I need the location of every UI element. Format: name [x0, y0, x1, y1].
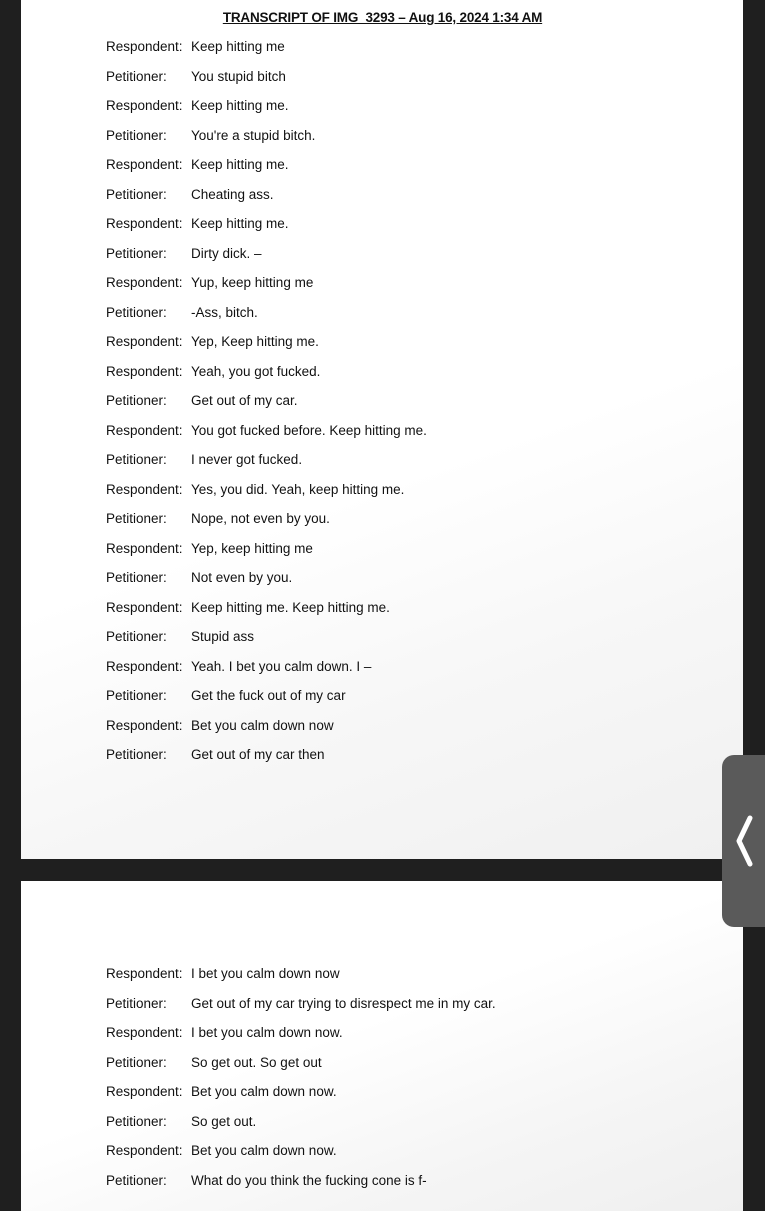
speaker-label: Petitioner:: [106, 1172, 167, 1188]
transcript-line: [106, 686, 346, 706]
speech-text: You stupid bitch: [191, 68, 286, 84]
speaker-label: Petitioner:: [106, 186, 167, 202]
transcript-line: [106, 273, 313, 293]
transcript-line: [106, 303, 258, 323]
transcript-line: [106, 568, 292, 588]
speech-text: Get out of my car then: [191, 747, 325, 762]
speech-text: Yep, keep hitting me: [191, 540, 313, 556]
speaker-label: Petitioner:: [106, 245, 167, 261]
transcript-line: [106, 450, 302, 470]
speech-text: Get the fuck out of my car: [191, 688, 346, 703]
speaker-label: Respondent:: [106, 599, 183, 615]
transcript-line: [106, 244, 262, 264]
speech-text: Yeah, you got fucked.: [191, 363, 321, 379]
speech-text: What do you think the fucking cone is f-: [191, 1172, 427, 1188]
speaker-label: Petitioner:: [106, 995, 167, 1011]
speech-text: Not even by you.: [191, 570, 293, 585]
speech-text: Keep hitting me: [191, 39, 285, 54]
speaker-label: Petitioner:: [106, 127, 167, 143]
speaker-label: Petitioner:: [106, 688, 167, 703]
speech-text: Get out of my car trying to disrespect me in my car.: [191, 995, 496, 1011]
speaker-label: Respondent:: [106, 39, 183, 54]
speech-text: Bet you calm down now.: [191, 1084, 337, 1099]
transcript-line: [106, 1112, 256, 1132]
transcript-line: [106, 539, 313, 559]
transcript-line: [106, 185, 274, 205]
transcript-page-2: [21, 881, 743, 1211]
speech-text: So get out. So get out: [191, 1054, 322, 1070]
speech-text: So get out.: [191, 1113, 257, 1129]
speaker-label: Respondent:: [106, 363, 183, 379]
speaker-label: Petitioner:: [106, 629, 167, 644]
transcript-line: [106, 67, 286, 87]
transcript-line: [106, 509, 330, 529]
transcript-line: [106, 627, 254, 647]
transcript-line: [106, 1141, 337, 1161]
speech-text: Keep hitting me. Keep hitting me.: [191, 599, 390, 615]
speech-text: Get out of my car.: [191, 393, 298, 408]
transcript-line: [106, 362, 320, 382]
transcript-line: [106, 657, 371, 677]
transcript-line: [106, 332, 319, 352]
transcript-line: [106, 1171, 427, 1191]
speech-text: I never got fucked.: [191, 452, 303, 467]
speaker-label: Respondent:: [106, 717, 183, 733]
document-title: TRANSCRIPT OF IMG_3293 – Aug 16, 2024 1:34 AM: [222, 10, 543, 25]
transcript-line: [106, 745, 325, 765]
transcript-line: [106, 214, 289, 234]
speaker-label: Respondent:: [106, 1084, 183, 1099]
transcript-line: [106, 480, 404, 500]
transcript-line: [106, 96, 289, 116]
speaker-label: Respondent:: [106, 216, 183, 231]
transcript-line: [106, 1053, 322, 1073]
speaker-label: Petitioner:: [106, 747, 167, 762]
speaker-label: Petitioner:: [106, 511, 167, 526]
speech-text: You're a stupid bitch.: [191, 127, 316, 143]
transcript-line: [106, 994, 496, 1014]
speech-text: Yes, you did. Yeah, keep hitting me.: [191, 481, 405, 497]
side-panel-toggle-button[interactable]: [722, 755, 765, 927]
chevron-left-icon: [734, 815, 754, 867]
speech-text: Bet you calm down now: [191, 717, 334, 733]
speech-text: Dirty dick. –: [191, 245, 262, 261]
speaker-label: Petitioner:: [106, 1054, 167, 1070]
speech-text: You got fucked before. Keep hitting me.: [191, 422, 427, 438]
speaker-label: Respondent:: [106, 422, 183, 438]
speaker-label: Petitioner:: [106, 393, 167, 408]
speech-text: Keep hitting me.: [191, 157, 289, 172]
speech-text: Nope, not even by you.: [191, 511, 330, 526]
speech-text: Keep hitting me.: [191, 98, 289, 113]
speaker-label: Petitioner:: [106, 68, 167, 84]
speaker-label: Respondent:: [106, 275, 183, 290]
speech-text: Cheating ass.: [191, 186, 274, 202]
speaker-label: Petitioner:: [106, 452, 167, 467]
transcript-line: [106, 598, 390, 618]
speaker-label: Petitioner:: [106, 304, 167, 320]
transcript-line: [106, 421, 427, 441]
speech-text: Yup, keep hitting me: [191, 275, 314, 290]
transcript-line: [106, 716, 334, 736]
speaker-label: Petitioner:: [106, 1113, 167, 1129]
speaker-label: Respondent:: [106, 540, 183, 556]
speaker-label: Respondent:: [106, 157, 183, 172]
transcript-line: [106, 1023, 343, 1043]
speech-text: I bet you calm down now: [191, 966, 340, 981]
speaker-label: Respondent:: [106, 98, 183, 113]
speech-text: Stupid ass: [191, 629, 255, 644]
speech-text: I bet you calm down now.: [191, 1025, 343, 1040]
transcript-line: [106, 37, 285, 57]
speaker-label: Petitioner:: [106, 570, 167, 585]
speaker-label: Respondent:: [106, 1143, 183, 1158]
transcript-line: [106, 155, 289, 175]
speech-text: Bet you calm down now.: [191, 1143, 337, 1158]
speech-text: Yep, Keep hitting me.: [191, 334, 319, 349]
transcript-page-1: [21, 0, 743, 859]
transcript-line: [106, 1082, 337, 1102]
speaker-label: Respondent:: [106, 966, 183, 981]
speech-text: -Ass, bitch.: [191, 304, 258, 320]
speech-text: Yeah. I bet you calm down. I –: [191, 658, 372, 674]
speaker-label: Respondent:: [106, 334, 183, 349]
speaker-label: Respondent:: [106, 1025, 183, 1040]
speech-text: Keep hitting me.: [191, 216, 289, 231]
speaker-label: Respondent:: [106, 481, 183, 497]
transcript-line: [106, 391, 298, 411]
transcript-line: [106, 126, 315, 146]
speaker-label: Respondent:: [106, 658, 183, 674]
transcript-line: [106, 964, 340, 984]
